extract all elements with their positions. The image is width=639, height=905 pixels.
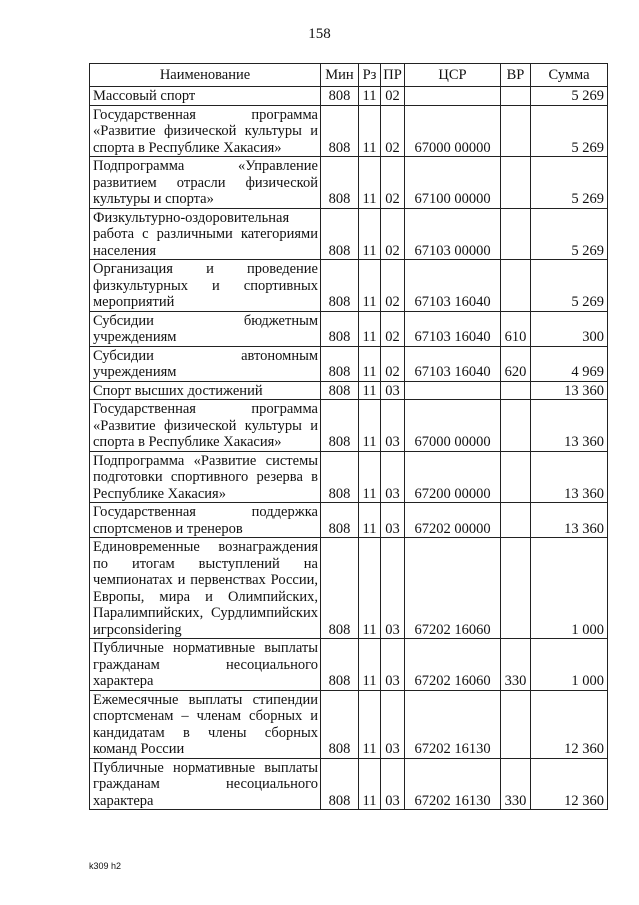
cell-min: 808 [321, 639, 359, 691]
cell-min: 808 [321, 451, 359, 503]
table-row [90, 260, 608, 312]
cell-vr [501, 538, 531, 639]
cell-csr: 67202 16060 [405, 538, 501, 639]
table-row [90, 105, 608, 157]
cell-vr [501, 503, 531, 538]
cell-sum: 5 269 [531, 157, 608, 209]
page-number: 158 [308, 26, 331, 42]
cell-sum: 5 269 [531, 87, 608, 106]
table-row [90, 87, 608, 106]
table-row [90, 503, 608, 538]
cell-name: Субсидии бюджетным учреждениям [90, 311, 321, 346]
cell-pr: 02 [381, 346, 405, 381]
cell-name: Государственная поддержка спортсменов и тренеров [90, 503, 321, 538]
header-sum: Сумма [531, 64, 608, 87]
cell-pr: 03 [381, 451, 405, 503]
cell-vr [501, 87, 531, 106]
table-row [90, 400, 608, 452]
cell-name: Массовый спорт [90, 87, 321, 106]
cell-rz: 11 [359, 311, 381, 346]
cell-vr [501, 381, 531, 400]
cell-sum: 1 000 [531, 639, 608, 691]
cell-vr [501, 105, 531, 157]
cell-rz: 11 [359, 87, 381, 106]
table-row [90, 538, 608, 639]
cell-csr: 67202 00000 [405, 503, 501, 538]
table-row [90, 758, 608, 810]
cell-rz: 11 [359, 639, 381, 691]
cell-rz: 11 [359, 260, 381, 312]
cell-sum: 13 360 [531, 503, 608, 538]
cell-pr: 03 [381, 400, 405, 452]
cell-csr: 67103 16040 [405, 311, 501, 346]
cell-pr: 03 [381, 690, 405, 758]
header-pr: ПР [381, 64, 405, 87]
cell-min: 808 [321, 105, 359, 157]
cell-rz: 11 [359, 503, 381, 538]
cell-sum: 13 360 [531, 451, 608, 503]
cell-rz: 11 [359, 758, 381, 810]
cell-pr: 03 [381, 639, 405, 691]
cell-sum: 5 269 [531, 260, 608, 312]
cell-name: Спорт высших достижений [90, 381, 321, 400]
cell-rz: 11 [359, 208, 381, 260]
cell-sum: 5 269 [531, 105, 608, 157]
table-row [90, 690, 608, 758]
cell-pr: 02 [381, 208, 405, 260]
cell-pr: 03 [381, 538, 405, 639]
cell-pr: 02 [381, 87, 405, 106]
cell-vr [501, 260, 531, 312]
table-body [90, 87, 608, 810]
cell-min: 808 [321, 87, 359, 106]
cell-sum: 300 [531, 311, 608, 346]
budget-table [89, 63, 608, 810]
cell-sum: 13 360 [531, 400, 608, 452]
cell-sum: 13 360 [531, 381, 608, 400]
table-row [90, 157, 608, 209]
cell-vr: 330 [501, 639, 531, 691]
header-name: Наименование [90, 64, 321, 87]
cell-name: Субсидии автономным учреждениям [90, 346, 321, 381]
cell-name: Публичные нормативные выплаты гражданам несоциального характера [90, 758, 321, 810]
cell-vr [501, 157, 531, 209]
cell-name: Государственная программа «Развитие физической культуры и спорта в Республике Хакасия» [90, 105, 321, 157]
cell-vr: 610 [501, 311, 531, 346]
cell-csr: 67202 16130 [405, 690, 501, 758]
cell-sum: 4 969 [531, 346, 608, 381]
cell-rz: 11 [359, 538, 381, 639]
cell-min: 808 [321, 346, 359, 381]
cell-min: 808 [321, 503, 359, 538]
cell-rz: 11 [359, 346, 381, 381]
table-row [90, 208, 608, 260]
cell-sum: 1 000 [531, 538, 608, 639]
cell-pr: 02 [381, 260, 405, 312]
cell-pr: 03 [381, 758, 405, 810]
cell-sum: 12 360 [531, 690, 608, 758]
cell-csr: 67000 00000 [405, 105, 501, 157]
cell-min: 808 [321, 758, 359, 810]
footer-code: k309 h2 [89, 861, 122, 871]
header-min: Мин [321, 64, 359, 87]
cell-name: Подпрограмма «Управление развитием отрасли физической культуры и спорта» [90, 157, 321, 209]
table-row [90, 639, 608, 691]
cell-pr: 03 [381, 503, 405, 538]
cell-csr: 67202 16130 [405, 758, 501, 810]
cell-pr: 02 [381, 311, 405, 346]
cell-vr [501, 451, 531, 503]
cell-csr: 67103 00000 [405, 208, 501, 260]
cell-min: 808 [321, 690, 359, 758]
cell-csr: 67100 00000 [405, 157, 501, 209]
cell-rz: 11 [359, 381, 381, 400]
cell-rz: 11 [359, 105, 381, 157]
table-row [90, 311, 608, 346]
table-row [90, 381, 608, 400]
cell-vr: 620 [501, 346, 531, 381]
cell-rz: 11 [359, 157, 381, 209]
cell-min: 808 [321, 400, 359, 452]
cell-rz: 11 [359, 451, 381, 503]
cell-min: 808 [321, 157, 359, 209]
cell-name: Подпрограмма «Развитие системы подготовки спортивного резерва в Республике Хакасия» [90, 451, 321, 503]
cell-vr [501, 208, 531, 260]
cell-name: Физкультурно-оздоровительная работа с различными категориями населения [90, 208, 321, 260]
cell-name: Публичные нормативные выплаты гражданам несоциального характера [90, 639, 321, 691]
cell-rz: 11 [359, 690, 381, 758]
header-vr: ВР [501, 64, 531, 87]
cell-min: 808 [321, 311, 359, 346]
cell-name: Единовременные вознаграждения по итогам выступлений на чемпионатах и первенствах России, Европы, мира и Олимпийских, Паралимпийских, Сурдлимпийских игрconsidering [90, 538, 321, 639]
cell-csr: 67200 00000 [405, 451, 501, 503]
cell-csr: 67202 16060 [405, 639, 501, 691]
cell-csr [405, 381, 501, 400]
cell-csr: 67000 00000 [405, 400, 501, 452]
table-row [90, 451, 608, 503]
cell-rz: 11 [359, 400, 381, 452]
cell-vr [501, 400, 531, 452]
cell-sum: 12 360 [531, 758, 608, 810]
header-rz: Рз [359, 64, 381, 87]
table-header-row [90, 64, 608, 87]
cell-min: 808 [321, 538, 359, 639]
cell-name: Организация и проведение физкультурных и спортивных мероприятий [90, 260, 321, 312]
cell-csr: 67103 16040 [405, 260, 501, 312]
cell-pr: 02 [381, 105, 405, 157]
cell-csr: 67103 16040 [405, 346, 501, 381]
cell-vr [501, 690, 531, 758]
cell-name: Ежемесячные выплаты стипендии спортсменам – членам сборных и кандидатам в члены сборных команд России [90, 690, 321, 758]
cell-csr [405, 87, 501, 106]
cell-pr: 03 [381, 381, 405, 400]
cell-vr: 330 [501, 758, 531, 810]
cell-min: 808 [321, 381, 359, 400]
cell-min: 808 [321, 260, 359, 312]
cell-name: Государственная программа «Развитие физической культуры и спорта в Республике Хакасия» [90, 400, 321, 452]
header-csr: ЦСР [405, 64, 501, 87]
cell-pr: 02 [381, 157, 405, 209]
table-row [90, 346, 608, 381]
cell-sum: 5 269 [531, 208, 608, 260]
cell-min: 808 [321, 208, 359, 260]
